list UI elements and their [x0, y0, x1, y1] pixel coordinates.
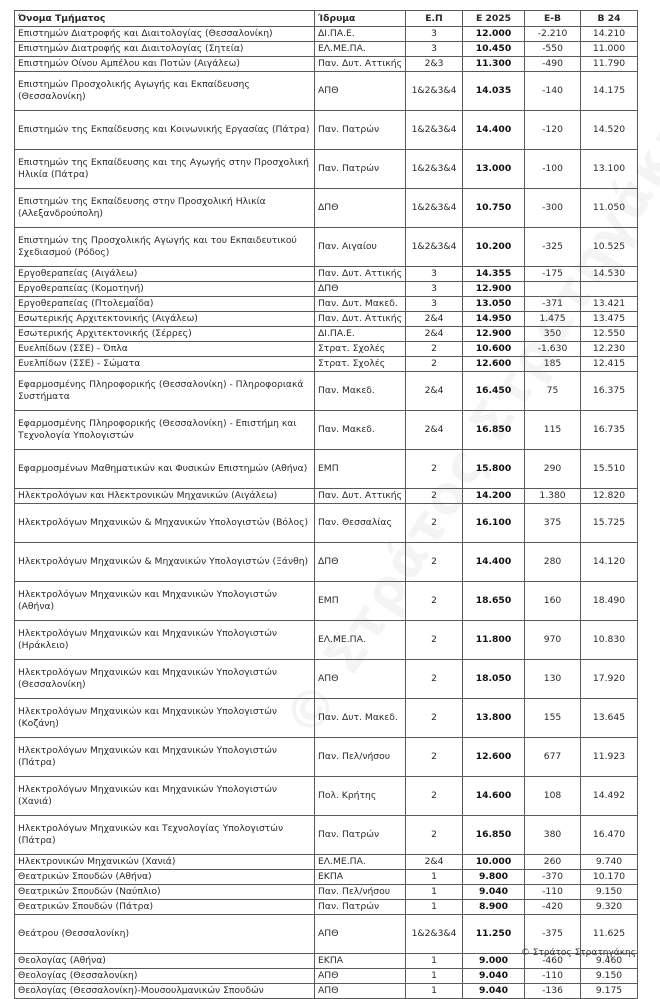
cell-b24: 17.920 [581, 660, 638, 699]
cell-b24: 10.170 [581, 870, 638, 885]
cell-field: 2 [406, 342, 463, 357]
cell-department: Ηλεκτρολόγων Μηχανικών και Μηχανικών Υπολογιστών (Ηράκλειο) [15, 621, 315, 660]
cell-department: Ηλεκτρονικών Μηχανικών (Χανιά) [15, 855, 315, 870]
cell-institution: Στρατ. Σχολές [315, 342, 406, 357]
cell-field: 2 [406, 504, 463, 543]
copyright-credit: © Στράτος Στρατηγάκης [520, 948, 636, 958]
cell-department: Επιστημών της Εκπαίδευσης και Κοινωνικής Εργασίας (Πάτρα) [15, 111, 315, 150]
cell-b24: 12.820 [581, 489, 638, 504]
cell-field: 2 [406, 450, 463, 489]
cell-field: 2&4 [406, 411, 463, 450]
cell-department: Εφαρμοσμένης Πληροφορικής (Θεσσαλονίκη) - Πληροφοριακά Συστήματα [15, 372, 315, 411]
cell-e2025: 11.800 [463, 621, 525, 660]
cell-e2025: 15.800 [463, 450, 525, 489]
cell-b24: 11.923 [581, 738, 638, 777]
cell-department: Επιστημών Διατροφής και Διαιτολογίας (Θεσσαλονίκη) [15, 27, 315, 42]
table-row [15, 777, 638, 816]
cell-institution: ΕΛ.ΜΕ.ΠΑ. [315, 621, 406, 660]
table-row [15, 900, 638, 915]
cell-institution: ΕΛ.ΜΕ.ΠΑ. [315, 855, 406, 870]
cell-field: 1&2&3&4 [406, 72, 463, 111]
table-row [15, 72, 638, 111]
cell-difference: -325 [525, 228, 581, 267]
cell-difference: -140 [525, 72, 581, 111]
table-row [15, 357, 638, 372]
cell-difference [525, 282, 581, 297]
cell-difference: 155 [525, 699, 581, 738]
cell-e2025: 13.800 [463, 699, 525, 738]
cell-institution: Παν. Δυτ. Αττικής [315, 489, 406, 504]
cell-difference: -300 [525, 189, 581, 228]
cell-institution: Παν. Δυτ. Αττικής [315, 267, 406, 282]
cell-department: Θεατρικών Σπουδών (Πάτρα) [15, 900, 315, 915]
cell-institution: Παν. Δυτ. Αττικής [315, 312, 406, 327]
cell-b24: 15.725 [581, 504, 638, 543]
cell-institution: Παν. Θεσσαλίας [315, 504, 406, 543]
cell-institution: Παν. Μακεδ. [315, 411, 406, 450]
cell-difference: -110 [525, 969, 581, 984]
header-department: Όνομα Τμήματος [15, 11, 315, 27]
cell-b24: 14.492 [581, 777, 638, 816]
cell-institution: Παν. Δυτ. Μακεδ. [315, 699, 406, 738]
cell-e2025: 10.750 [463, 189, 525, 228]
cell-department: Ηλεκτρολόγων Μηχανικών & Μηχανικών Υπολογιστών (Ξάνθη) [15, 543, 315, 582]
cell-e2025: 12.600 [463, 738, 525, 777]
table-row [15, 738, 638, 777]
cell-institution: Παν. Δυτ. Αττικής [315, 57, 406, 72]
cell-difference: -1.630 [525, 342, 581, 357]
cell-e2025: 12.000 [463, 27, 525, 42]
cell-b24: 12.550 [581, 327, 638, 342]
cell-b24: 10.830 [581, 621, 638, 660]
cell-field: 2 [406, 660, 463, 699]
cell-b24: 14.520 [581, 111, 638, 150]
cell-e2025: 18.650 [463, 582, 525, 621]
cell-department: Ηλεκτρολόγων Μηχανικών και Μηχανικών Υπολογιστών (Κοζάνη) [15, 699, 315, 738]
cell-field: 2 [406, 699, 463, 738]
cell-e2025: 13.000 [463, 150, 525, 189]
cell-field: 3 [406, 297, 463, 312]
cell-difference: 350 [525, 327, 581, 342]
cell-department: Ευελπίδων (ΣΣΕ) - Σώματα [15, 357, 315, 372]
cell-b24: 13.100 [581, 150, 638, 189]
cell-e2025: 14.035 [463, 72, 525, 111]
cell-b24: 14.210 [581, 27, 638, 42]
cell-e2025: 16.450 [463, 372, 525, 411]
cell-e2025: 18.050 [463, 660, 525, 699]
cell-b24: 12.415 [581, 357, 638, 372]
cell-department: Επιστημών της Εκπαίδευσης και της Αγωγής στην Προσχολική Ηλικία (Πάτρα) [15, 150, 315, 189]
cell-field: 2&4 [406, 855, 463, 870]
cell-difference: -550 [525, 42, 581, 57]
cell-b24: 9.740 [581, 855, 638, 870]
cell-field: 1&2&3&4 [406, 228, 463, 267]
cell-e2025: 16.100 [463, 504, 525, 543]
cell-institution: ΕΜΠ [315, 582, 406, 621]
table-row [15, 660, 638, 699]
cell-b24: 16.375 [581, 372, 638, 411]
cell-department: Εργοθεραπείας (Κομοτηνή) [15, 282, 315, 297]
cell-field: 2 [406, 543, 463, 582]
cell-e2025: 10.200 [463, 228, 525, 267]
cell-difference: -420 [525, 900, 581, 915]
cell-e2025: 14.400 [463, 111, 525, 150]
cell-difference: -490 [525, 57, 581, 72]
cell-field: 2 [406, 582, 463, 621]
cell-b24: 11.050 [581, 189, 638, 228]
cell-department: Θεατρικών Σπουδών (Ναύπλιο) [15, 885, 315, 900]
table-row [15, 312, 638, 327]
cell-e2025: 14.200 [463, 489, 525, 504]
cell-field: 1&2&3&4 [406, 915, 463, 954]
cell-institution: Στρατ. Σχολές [315, 357, 406, 372]
cell-b24: 9.320 [581, 900, 638, 915]
cell-difference: -2.210 [525, 27, 581, 42]
table-row [15, 342, 638, 357]
cell-difference: -110 [525, 885, 581, 900]
cell-department: Επιστημών Διατροφής και Διαιτολογίας (Σητεία) [15, 42, 315, 57]
cell-field: 2 [406, 489, 463, 504]
cell-department: Ηλεκτρολόγων Μηχανικών και Μηχανικών Υπολογιστών (Πάτρα) [15, 738, 315, 777]
cell-field: 1 [406, 969, 463, 984]
cell-department: Θεολογίας (Θεσσαλονίκη)-Μουσουλμανικών Σπουδών [15, 984, 315, 999]
cell-department: Επιστημών Οίνου Αμπέλου και Ποτών (Αιγάλεω) [15, 57, 315, 72]
cell-difference: 970 [525, 621, 581, 660]
cell-department: Εσωτερικής Αρχιτεκτονικής (Αιγάλεω) [15, 312, 315, 327]
cell-e2025: 11.300 [463, 57, 525, 72]
cell-b24: 9.150 [581, 969, 638, 984]
table-row [15, 855, 638, 870]
cell-field: 2 [406, 621, 463, 660]
cell-b24: 13.421 [581, 297, 638, 312]
cell-institution: ΕΚΠΑ [315, 870, 406, 885]
cell-institution: ΑΠΘ [315, 660, 406, 699]
cell-field: 2&3 [406, 57, 463, 72]
cell-institution: ΔΠΘ [315, 189, 406, 228]
cell-e2025: 12.900 [463, 282, 525, 297]
cell-difference: 160 [525, 582, 581, 621]
cell-field: 3 [406, 27, 463, 42]
cell-difference: -100 [525, 150, 581, 189]
cell-b24: 9.150 [581, 885, 638, 900]
cell-e2025: 10.600 [463, 342, 525, 357]
cell-department: Επιστημών Προσχολικής Αγωγής και Εκπαίδευσης (Θεσσαλονίκη) [15, 72, 315, 111]
header-b24: Β 24 [581, 11, 638, 27]
cell-institution: ΑΠΘ [315, 72, 406, 111]
table-row [15, 885, 638, 900]
table-row [15, 282, 638, 297]
cell-difference: -370 [525, 870, 581, 885]
cell-b24: 12.230 [581, 342, 638, 357]
cell-field: 1 [406, 954, 463, 969]
cell-b24: 11.790 [581, 57, 638, 72]
cell-e2025: 10.000 [463, 855, 525, 870]
cell-field: 1 [406, 984, 463, 999]
cell-department: Ηλεκτρολόγων Μηχανικών & Μηχανικών Υπολογιστών (Βόλος) [15, 504, 315, 543]
cell-difference: -120 [525, 111, 581, 150]
cell-department: Ηλεκτρολόγων Μηχανικών και Τεχνολογίας Υπολογιστών (Πάτρα) [15, 816, 315, 855]
table-row [15, 327, 638, 342]
cell-department: Εργοθεραπείας (Αιγάλεω) [15, 267, 315, 282]
cell-field: 3 [406, 282, 463, 297]
cell-institution: ΑΠΘ [315, 969, 406, 984]
cell-difference: -175 [525, 267, 581, 282]
cell-b24: 14.120 [581, 543, 638, 582]
cell-e2025: 14.600 [463, 777, 525, 816]
cell-difference: 375 [525, 504, 581, 543]
cell-field: 2 [406, 738, 463, 777]
cell-difference: -371 [525, 297, 581, 312]
cell-e2025: 14.355 [463, 267, 525, 282]
cell-difference: 1.475 [525, 312, 581, 327]
table-row [15, 228, 638, 267]
cell-difference: 75 [525, 372, 581, 411]
cell-institution: Παν. Πελ/νήσου [315, 738, 406, 777]
cell-b24: 11.000 [581, 42, 638, 57]
header-field: Ε.Π [406, 11, 463, 27]
table-row [15, 504, 638, 543]
cell-field: 3 [406, 267, 463, 282]
cell-institution: Παν. Πατρών [315, 816, 406, 855]
cell-field: 1&2&3&4 [406, 111, 463, 150]
cell-department: Θεολογίας (Αθήνα) [15, 954, 315, 969]
cell-difference: 280 [525, 543, 581, 582]
cell-e2025: 9.040 [463, 984, 525, 999]
cell-b24: 9.175 [581, 984, 638, 999]
cell-difference: 260 [525, 855, 581, 870]
cell-institution: Παν. Πατρών [315, 900, 406, 915]
cell-difference: 380 [525, 816, 581, 855]
table-row [15, 489, 638, 504]
cell-department: Θεάτρου (Θεσσαλονίκη) [15, 915, 315, 954]
cell-field: 2&4 [406, 372, 463, 411]
cell-institution: ΕΛ.ΜΕ.ΠΑ. [315, 42, 406, 57]
cell-difference: 185 [525, 357, 581, 372]
table-row [15, 372, 638, 411]
table-row [15, 984, 638, 999]
cell-institution: Παν. Αιγαίου [315, 228, 406, 267]
cell-institution: Πολ. Κρήτης [315, 777, 406, 816]
cell-department: Ηλεκτρολόγων Μηχανικών και Μηχανικών Υπολογιστών (Θεσσαλονίκη) [15, 660, 315, 699]
cell-department: Θεατρικών Σπουδών (Αθήνα) [15, 870, 315, 885]
cell-department: Εφαρμοσμένων Μαθηματικών και Φυσικών Επιστημών (Αθήνα) [15, 450, 315, 489]
cell-b24: 11.625 [581, 915, 638, 954]
cell-b24: 18.490 [581, 582, 638, 621]
table-row [15, 189, 638, 228]
cell-e2025: 9.800 [463, 870, 525, 885]
header-difference: Ε-Β [525, 11, 581, 27]
cell-department: Θεολογίας (Θεσσαλονίκη) [15, 969, 315, 984]
table-row [15, 27, 638, 42]
cell-difference: -460 [525, 954, 581, 969]
cell-e2025: 12.600 [463, 357, 525, 372]
cell-b24: 14.175 [581, 72, 638, 111]
cell-b24: 10.525 [581, 228, 638, 267]
cell-department: Ηλεκτρολόγων Μηχανικών και Μηχανικών Υπολογιστών (Χανιά) [15, 777, 315, 816]
table-row [15, 150, 638, 189]
cell-b24: 9.460 [581, 954, 638, 969]
results-table [14, 10, 638, 999]
cell-e2025: 11.250 [463, 915, 525, 954]
table-row [15, 816, 638, 855]
cell-b24: 13.645 [581, 699, 638, 738]
cell-difference: -136 [525, 984, 581, 999]
cell-field: 2&4 [406, 327, 463, 342]
cell-department: Επιστημών της Εκπαίδευσης στην Προσχολική Ηλικία (Αλεξανδρούπολη) [15, 189, 315, 228]
cell-department: Εργοθεραπείας (Πτολεμαΐδα) [15, 297, 315, 312]
table-row [15, 42, 638, 57]
cell-institution: Παν. Πατρών [315, 111, 406, 150]
cell-difference: 1.380 [525, 489, 581, 504]
table-row [15, 699, 638, 738]
cell-field: 2 [406, 357, 463, 372]
cell-b24: 13.475 [581, 312, 638, 327]
cell-institution: Παν. Μακεδ. [315, 372, 406, 411]
cell-e2025: 13.050 [463, 297, 525, 312]
table-row [15, 57, 638, 72]
cell-field: 2&4 [406, 312, 463, 327]
table-row [15, 267, 638, 282]
cell-department: Επιστημών της Προσχολικής Αγωγής και του Εκπαιδευτικού Σχεδιασμού (Ρόδος) [15, 228, 315, 267]
cell-e2025: 12.900 [463, 327, 525, 342]
cell-difference: 115 [525, 411, 581, 450]
cell-e2025: 9.000 [463, 954, 525, 969]
cell-difference: 290 [525, 450, 581, 489]
cell-e2025: 10.450 [463, 42, 525, 57]
cell-difference: -375 [525, 915, 581, 954]
cell-field: 1 [406, 870, 463, 885]
cell-institution: ΕΚΠΑ [315, 954, 406, 969]
cell-department: Ηλεκτρολόγων και Ηλεκτρονικών Μηχανικών (Αιγάλεω) [15, 489, 315, 504]
cell-b24 [581, 282, 638, 297]
cell-institution: ΕΜΠ [315, 450, 406, 489]
cell-institution: ΑΠΘ [315, 984, 406, 999]
cell-b24: 14.530 [581, 267, 638, 282]
cell-field: 1 [406, 900, 463, 915]
cell-e2025: 16.850 [463, 411, 525, 450]
cell-institution: ΑΠΘ [315, 915, 406, 954]
cell-difference: 130 [525, 660, 581, 699]
table-row [15, 543, 638, 582]
cell-e2025: 14.400 [463, 543, 525, 582]
cell-b24: 16.470 [581, 816, 638, 855]
cell-e2025: 9.040 [463, 969, 525, 984]
cell-institution: ΔΠΘ [315, 282, 406, 297]
table-row [15, 111, 638, 150]
cell-institution: ΔΠΘ [315, 543, 406, 582]
cell-field: 1&2&3&4 [406, 189, 463, 228]
cell-difference: 108 [525, 777, 581, 816]
table-row [15, 411, 638, 450]
cell-field: 2 [406, 816, 463, 855]
cell-institution: Παν. Δυτ. Μακεδ. [315, 297, 406, 312]
table-header-row [15, 11, 638, 27]
results-table-container [14, 10, 637, 999]
table-row [15, 450, 638, 489]
cell-b24: 15.510 [581, 450, 638, 489]
cell-department: Ευελπίδων (ΣΣΕ) - Όπλα [15, 342, 315, 357]
table-row [15, 870, 638, 885]
cell-department: Εφαρμοσμένης Πληροφορικής (Θεσσαλονίκη) - Επιστήμη και Τεχνολογία Υπολογιστών [15, 411, 315, 450]
cell-institution: Παν. Πελ/νήσου [315, 885, 406, 900]
cell-field: 2 [406, 777, 463, 816]
cell-department: Εσωτερικής Αρχιτεκτονικής (Σέρρες) [15, 327, 315, 342]
header-e2025: Ε 2025 [463, 11, 525, 27]
cell-e2025: 8.900 [463, 900, 525, 915]
cell-field: 1&2&3&4 [406, 150, 463, 189]
cell-institution: Παν. Πατρών [315, 150, 406, 189]
cell-field: 3 [406, 42, 463, 57]
cell-e2025: 14.950 [463, 312, 525, 327]
cell-field: 1 [406, 885, 463, 900]
cell-e2025: 9.040 [463, 885, 525, 900]
table-row [15, 621, 638, 660]
table-row [15, 297, 638, 312]
cell-e2025: 16.850 [463, 816, 525, 855]
cell-difference: 677 [525, 738, 581, 777]
cell-department: Ηλεκτρολόγων Μηχανικών και Μηχανικών Υπολογιστών (Αθήνα) [15, 582, 315, 621]
cell-institution: ΔΙ.ΠΑ.Ε. [315, 327, 406, 342]
header-institution: Ίδρυμα [315, 11, 406, 27]
cell-b24: 16.735 [581, 411, 638, 450]
cell-institution: ΔΙ.ΠΑ.Ε. [315, 27, 406, 42]
table-row [15, 582, 638, 621]
